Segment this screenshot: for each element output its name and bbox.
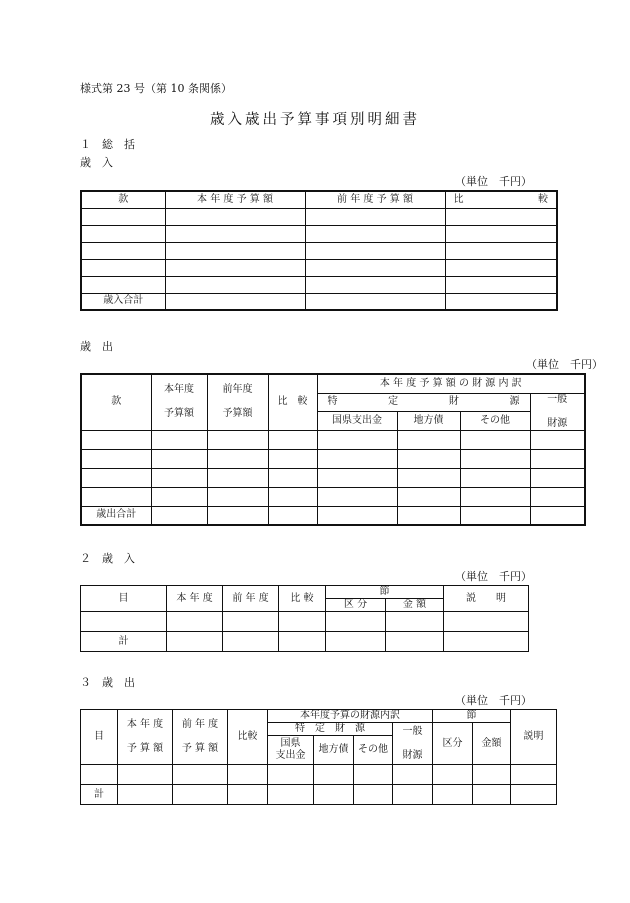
total-row	[81, 506, 585, 525]
section1-heading: １ 総 括	[80, 138, 135, 151]
table-row	[81, 242, 557, 259]
table-row	[81, 208, 557, 225]
section3-heading: ３ 歳 出	[80, 676, 135, 689]
table-row	[81, 276, 557, 293]
col-header-prev-year: 前 年 度	[223, 586, 279, 612]
col-header-kan: 款	[81, 191, 165, 208]
col-header-prev-year-budget: 前年度 予算額	[207, 374, 268, 430]
section3-unit: （単位 千円）	[455, 694, 532, 707]
table-row	[81, 468, 585, 487]
col-header-fund-breakdown: 本 年 度 予 算 額 の 財 源 内 訳	[317, 374, 585, 393]
col-header-comparison: 比較	[228, 710, 268, 765]
col-header-comparison: 比 較	[279, 586, 326, 612]
section1-revenue-heading: 歳 入	[80, 156, 113, 169]
section1-unit: （単位 千円）	[455, 175, 532, 188]
section2-heading: ２ 歳 入	[80, 552, 135, 565]
expenditure-detail-table	[80, 709, 557, 805]
col-header-comparison: 比 較	[445, 191, 557, 208]
col-header-prev-year-budget: 前 年 度 予 算 額	[173, 710, 228, 765]
revenue-detail-table	[80, 585, 529, 652]
col-header-local-bonds: 地方債	[314, 736, 354, 765]
col-header-this-year-budget: 本年度 予算額	[151, 374, 207, 430]
col-header-fund-breakdown: 本年度予算の財源内訳	[268, 710, 433, 723]
col-header-explanation: 説 明	[444, 586, 529, 612]
col-header-local-bonds: 地方債	[397, 412, 460, 431]
col-header-explanation: 説明	[511, 710, 557, 765]
col-header-setsu: 節	[326, 586, 444, 599]
col-header-comparison: 比 較	[268, 374, 317, 430]
col-header-category: 区 分	[326, 599, 386, 612]
table-row	[81, 430, 585, 449]
col-header-this-year-budget: 本 年 度 予 算 額	[165, 191, 305, 208]
section1-exp-unit: （単位 千円）	[526, 358, 603, 371]
revenue-summary-table	[80, 190, 558, 311]
total-row	[81, 293, 557, 310]
col-header-other: その他	[354, 736, 393, 765]
form-label: 様式第 23 号（第 10 条関係）	[80, 82, 232, 95]
col-header-this-year: 本 年 度	[167, 586, 223, 612]
table-row	[81, 449, 585, 468]
section1-expenditure-heading: 歳 出	[80, 340, 113, 353]
col-header-specific-funds: 特 定 財 源	[317, 393, 530, 412]
section2-unit: （単位 千円）	[455, 570, 532, 583]
expenditure-summary-table	[80, 373, 586, 526]
table-row	[81, 765, 557, 785]
col-header-this-year-budget: 本 年 度 予 算 額	[118, 710, 173, 765]
total-row	[81, 785, 557, 805]
section3-total-label: 計	[81, 785, 118, 805]
table-row	[81, 259, 557, 276]
col-header-amount: 金 額	[386, 599, 444, 612]
table-row	[81, 225, 557, 242]
col-header-setsu: 節	[433, 710, 511, 723]
table-row	[81, 487, 585, 506]
col-header-general-funds: 一般 財源	[530, 393, 585, 430]
col-header-amount: 金額	[473, 723, 511, 765]
col-header-moku: 目	[81, 586, 167, 612]
col-header-national-pref: 国県 支出金	[268, 736, 314, 765]
col-header-national-pref: 国県支出金	[317, 412, 397, 431]
col-header-moku: 目	[81, 710, 118, 765]
col-header-general-funds: 一般 財源	[393, 723, 433, 765]
revenue-total-label: 歳入合計	[81, 293, 165, 310]
section2-total-label: 計	[81, 632, 167, 652]
col-header-kan: 款	[81, 374, 151, 430]
expenditure-total-label: 歳出合計	[81, 506, 151, 525]
page-title: 歳入歳出予算事項別明細書	[210, 112, 420, 128]
col-header-other: その他	[460, 412, 530, 431]
col-header-specific-funds: 特 定 財 源	[268, 723, 393, 736]
col-header-category: 区分	[433, 723, 473, 765]
total-row	[81, 632, 529, 652]
table-row	[81, 612, 529, 632]
col-header-prev-year-budget: 前 年 度 予 算 額	[305, 191, 445, 208]
